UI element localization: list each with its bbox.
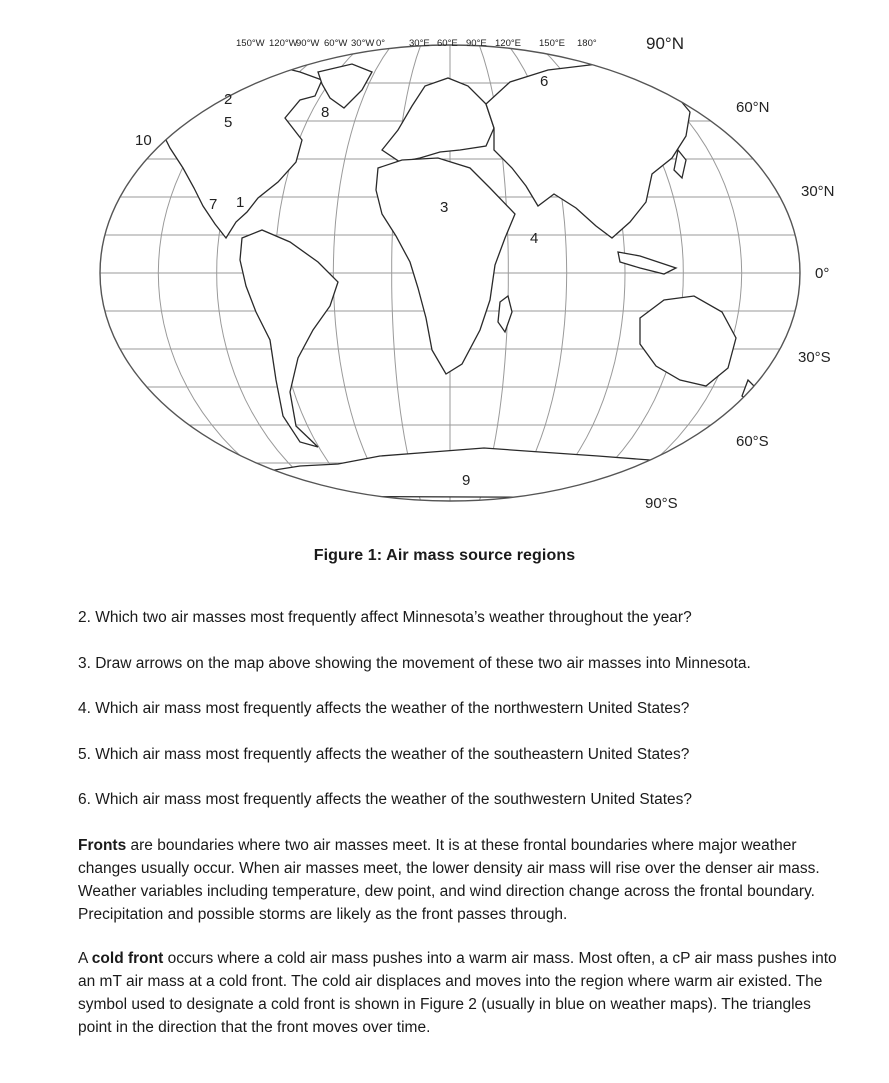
region-label-4: 4 xyxy=(530,230,539,247)
longitude-label: 60°W xyxy=(324,38,348,49)
longitude-label: 120°E xyxy=(495,38,521,49)
lat-label-60n: 60°N xyxy=(736,99,770,116)
region-label-8: 8 xyxy=(321,104,330,121)
longitude-label: 30°W xyxy=(351,38,375,49)
fronts-text: are boundaries where two air masses meet. It is at these frontal boundaries where major weather changes usually occur. When air masses meet, the lower density air mass will rise over the denser air mass. Weather variables including temperature, dew point, and wind direction change across the frontal boundary. Precipitation and possible storms are likely as the front passes through. xyxy=(78,837,820,923)
question-2: 2. Which two air masses most frequently affect Minnesota’s weather throughout the year? xyxy=(78,609,692,626)
question-3: 3. Draw arrows on the map above showing the movement of these two air masses into Minnesota. xyxy=(78,654,751,672)
region-label-1: 1 xyxy=(236,194,245,211)
madagascar xyxy=(498,296,512,332)
japan xyxy=(674,150,686,178)
question-4: 4. Which air mass most frequently affects the weather of the northwestern United States? xyxy=(78,700,690,717)
fronts-term: Fronts xyxy=(78,837,127,854)
europe xyxy=(382,78,494,162)
question-5: 5. Which air mass most frequently affects the weather of the southeastern United States? xyxy=(78,745,690,763)
figure-caption: Figure 1: Air mass source regions xyxy=(313,547,576,564)
greenland xyxy=(318,64,372,108)
longitude-label: 180° xyxy=(577,38,597,49)
indonesia xyxy=(618,252,676,274)
cold-front-paragraph xyxy=(78,947,838,1039)
fronts-paragraph xyxy=(78,834,838,926)
longitude-label: 90°E xyxy=(466,38,487,49)
longitude-labels xyxy=(236,38,597,49)
antarctica xyxy=(226,448,728,498)
south-america xyxy=(240,230,338,447)
lat-label-30s: 30°S xyxy=(798,349,831,366)
lat-label-90s: 90°S xyxy=(645,495,678,512)
region-label-7: 7 xyxy=(209,196,218,213)
region-label-10: 10 xyxy=(135,132,152,149)
question-6: 6. Which air mass most frequently affects the weather of the southwestern United States? xyxy=(78,791,692,808)
africa xyxy=(376,158,515,374)
cold-front-text: occurs where a cold air mass pushes into a warm air mass. Most often, a cP air mass pushes into an mT air mass at a cold front. The cold air displaces and moves into the region where warm air existed. The symbol used to designate a cold front is shown in Figure 2 (usually in blue on weather maps). The triangles point in the direction that the front moves over time. xyxy=(78,950,837,1036)
lat-label-30n: 30°N xyxy=(801,183,835,200)
world-map xyxy=(0,0,889,540)
world-map-figure xyxy=(0,0,889,540)
graticule xyxy=(100,45,800,501)
longitude-label: 30°E xyxy=(409,38,430,49)
australia xyxy=(640,296,736,386)
longitude-label: 120°W xyxy=(269,38,298,49)
region-label-9: 9 xyxy=(462,472,471,489)
cold-front-term: cold front xyxy=(91,950,164,967)
region-label-5: 5 xyxy=(224,114,233,131)
lat-label-60s: 60°S xyxy=(736,433,769,450)
region-label-2: 2 xyxy=(224,91,233,108)
longitude-label: 90°W xyxy=(296,38,320,49)
longitude-label: 150°W xyxy=(236,38,265,49)
question-list xyxy=(78,608,858,836)
longitude-label: 60°E xyxy=(437,38,458,49)
region-label-6: 6 xyxy=(540,73,549,90)
cold-front-prefix: A xyxy=(78,950,92,967)
lat-label-equator: 0° xyxy=(815,265,830,282)
region-label-3: 3 xyxy=(440,199,449,216)
lat-label-90n: 90°N xyxy=(646,34,684,53)
longitude-label: 0° xyxy=(376,38,386,49)
longitude-label: 150°E xyxy=(539,38,565,49)
